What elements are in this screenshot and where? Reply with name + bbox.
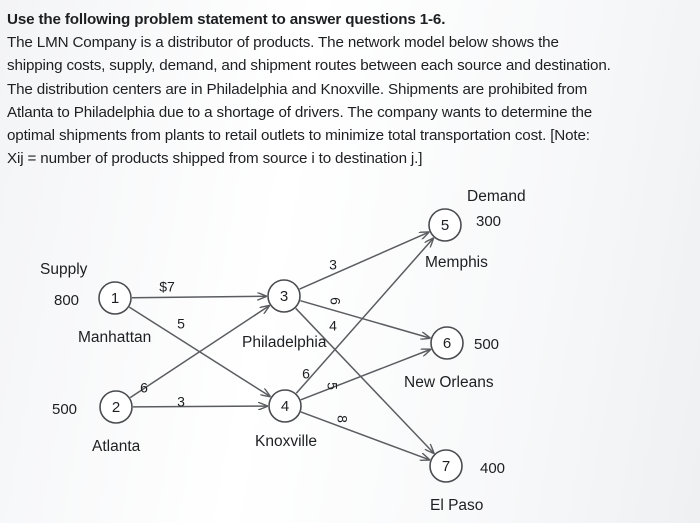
statement-line: shipping costs, supply, demand, and shipment routes between each source and destination. — [7, 57, 611, 75]
node-2 — [52, 391, 141, 455]
arc-4-7 — [301, 412, 429, 460]
node-name-6: New Orleans — [404, 374, 494, 391]
node-name-7: El Paso — [430, 497, 484, 514]
arc-cost-3-5: 3 — [329, 256, 337, 273]
node-number: 1 — [110, 290, 120, 307]
node-name-1: Manhattan — [78, 329, 152, 346]
arc-cost-3-6: 6 — [327, 297, 344, 305]
arc-1-3 — [132, 296, 266, 298]
arc-cost-3-7: 4 — [329, 317, 337, 334]
arc-cost-1-3: $7 — [159, 278, 175, 295]
demand-qty-6: 500 — [474, 336, 500, 353]
node-name-4: Knoxville — [255, 433, 318, 450]
node-number: 2 — [111, 399, 121, 416]
statement-line: The LMN Company is a distributor of products. The network model below shows the — [7, 34, 559, 52]
node-number: 7 — [441, 458, 451, 475]
node-name-3: Philadelphia — [242, 334, 327, 351]
node-number: 6 — [442, 335, 452, 352]
node-5 — [425, 209, 501, 271]
supply-qty-1: 800 — [54, 292, 80, 309]
arc-3-5 — [300, 232, 429, 289]
arc-2-3 — [130, 306, 269, 398]
arc-4-5 — [296, 239, 433, 394]
statement-line: optimal shipments from plants to retail outlets to minimize total transportation cost. [Note: — [7, 127, 590, 145]
node-name-2: Atlanta — [92, 438, 141, 455]
supply-qty-2: 500 — [52, 401, 78, 418]
nodes-layer — [52, 209, 505, 514]
arc-cost-4-6: 5 — [324, 382, 341, 390]
arc-cost-2-3: 6 — [140, 379, 148, 396]
statement-line: Xij = number of products shipped from source i to destination j.] — [7, 150, 423, 168]
node-7 — [430, 450, 505, 514]
node-name-5: Memphis — [425, 254, 488, 271]
node-1 — [54, 282, 151, 346]
demand-qty-7: 400 — [480, 460, 506, 477]
node-number: 5 — [440, 217, 450, 234]
supply-header: Supply — [40, 261, 88, 278]
node-6 — [404, 327, 499, 391]
problem-heading: Use the following problem statement to answer questions 1-6. — [7, 11, 446, 28]
arc-cost-2-4: 3 — [177, 393, 185, 410]
statement-line: Atlanta to Philadelphia due to a shortage of drivers. The company wants to determine the — [7, 103, 593, 121]
arc-cost-1-4: 5 — [177, 315, 185, 332]
arc-3-6 — [300, 301, 429, 338]
arc-cost-4-5: 6 — [302, 365, 310, 382]
node-number: 4 — [280, 398, 290, 415]
arc-cost-4-7: 8 — [334, 415, 351, 423]
demand-header: Demand — [467, 188, 526, 205]
demand-qty-5: 300 — [476, 213, 502, 230]
statement-line: The distribution centers are in Philadelphia and Knoxville. Shipments are prohibited from — [7, 80, 588, 98]
arc-2-4 — [133, 406, 267, 407]
node-number: 3 — [279, 288, 289, 305]
node-4 — [255, 390, 317, 450]
